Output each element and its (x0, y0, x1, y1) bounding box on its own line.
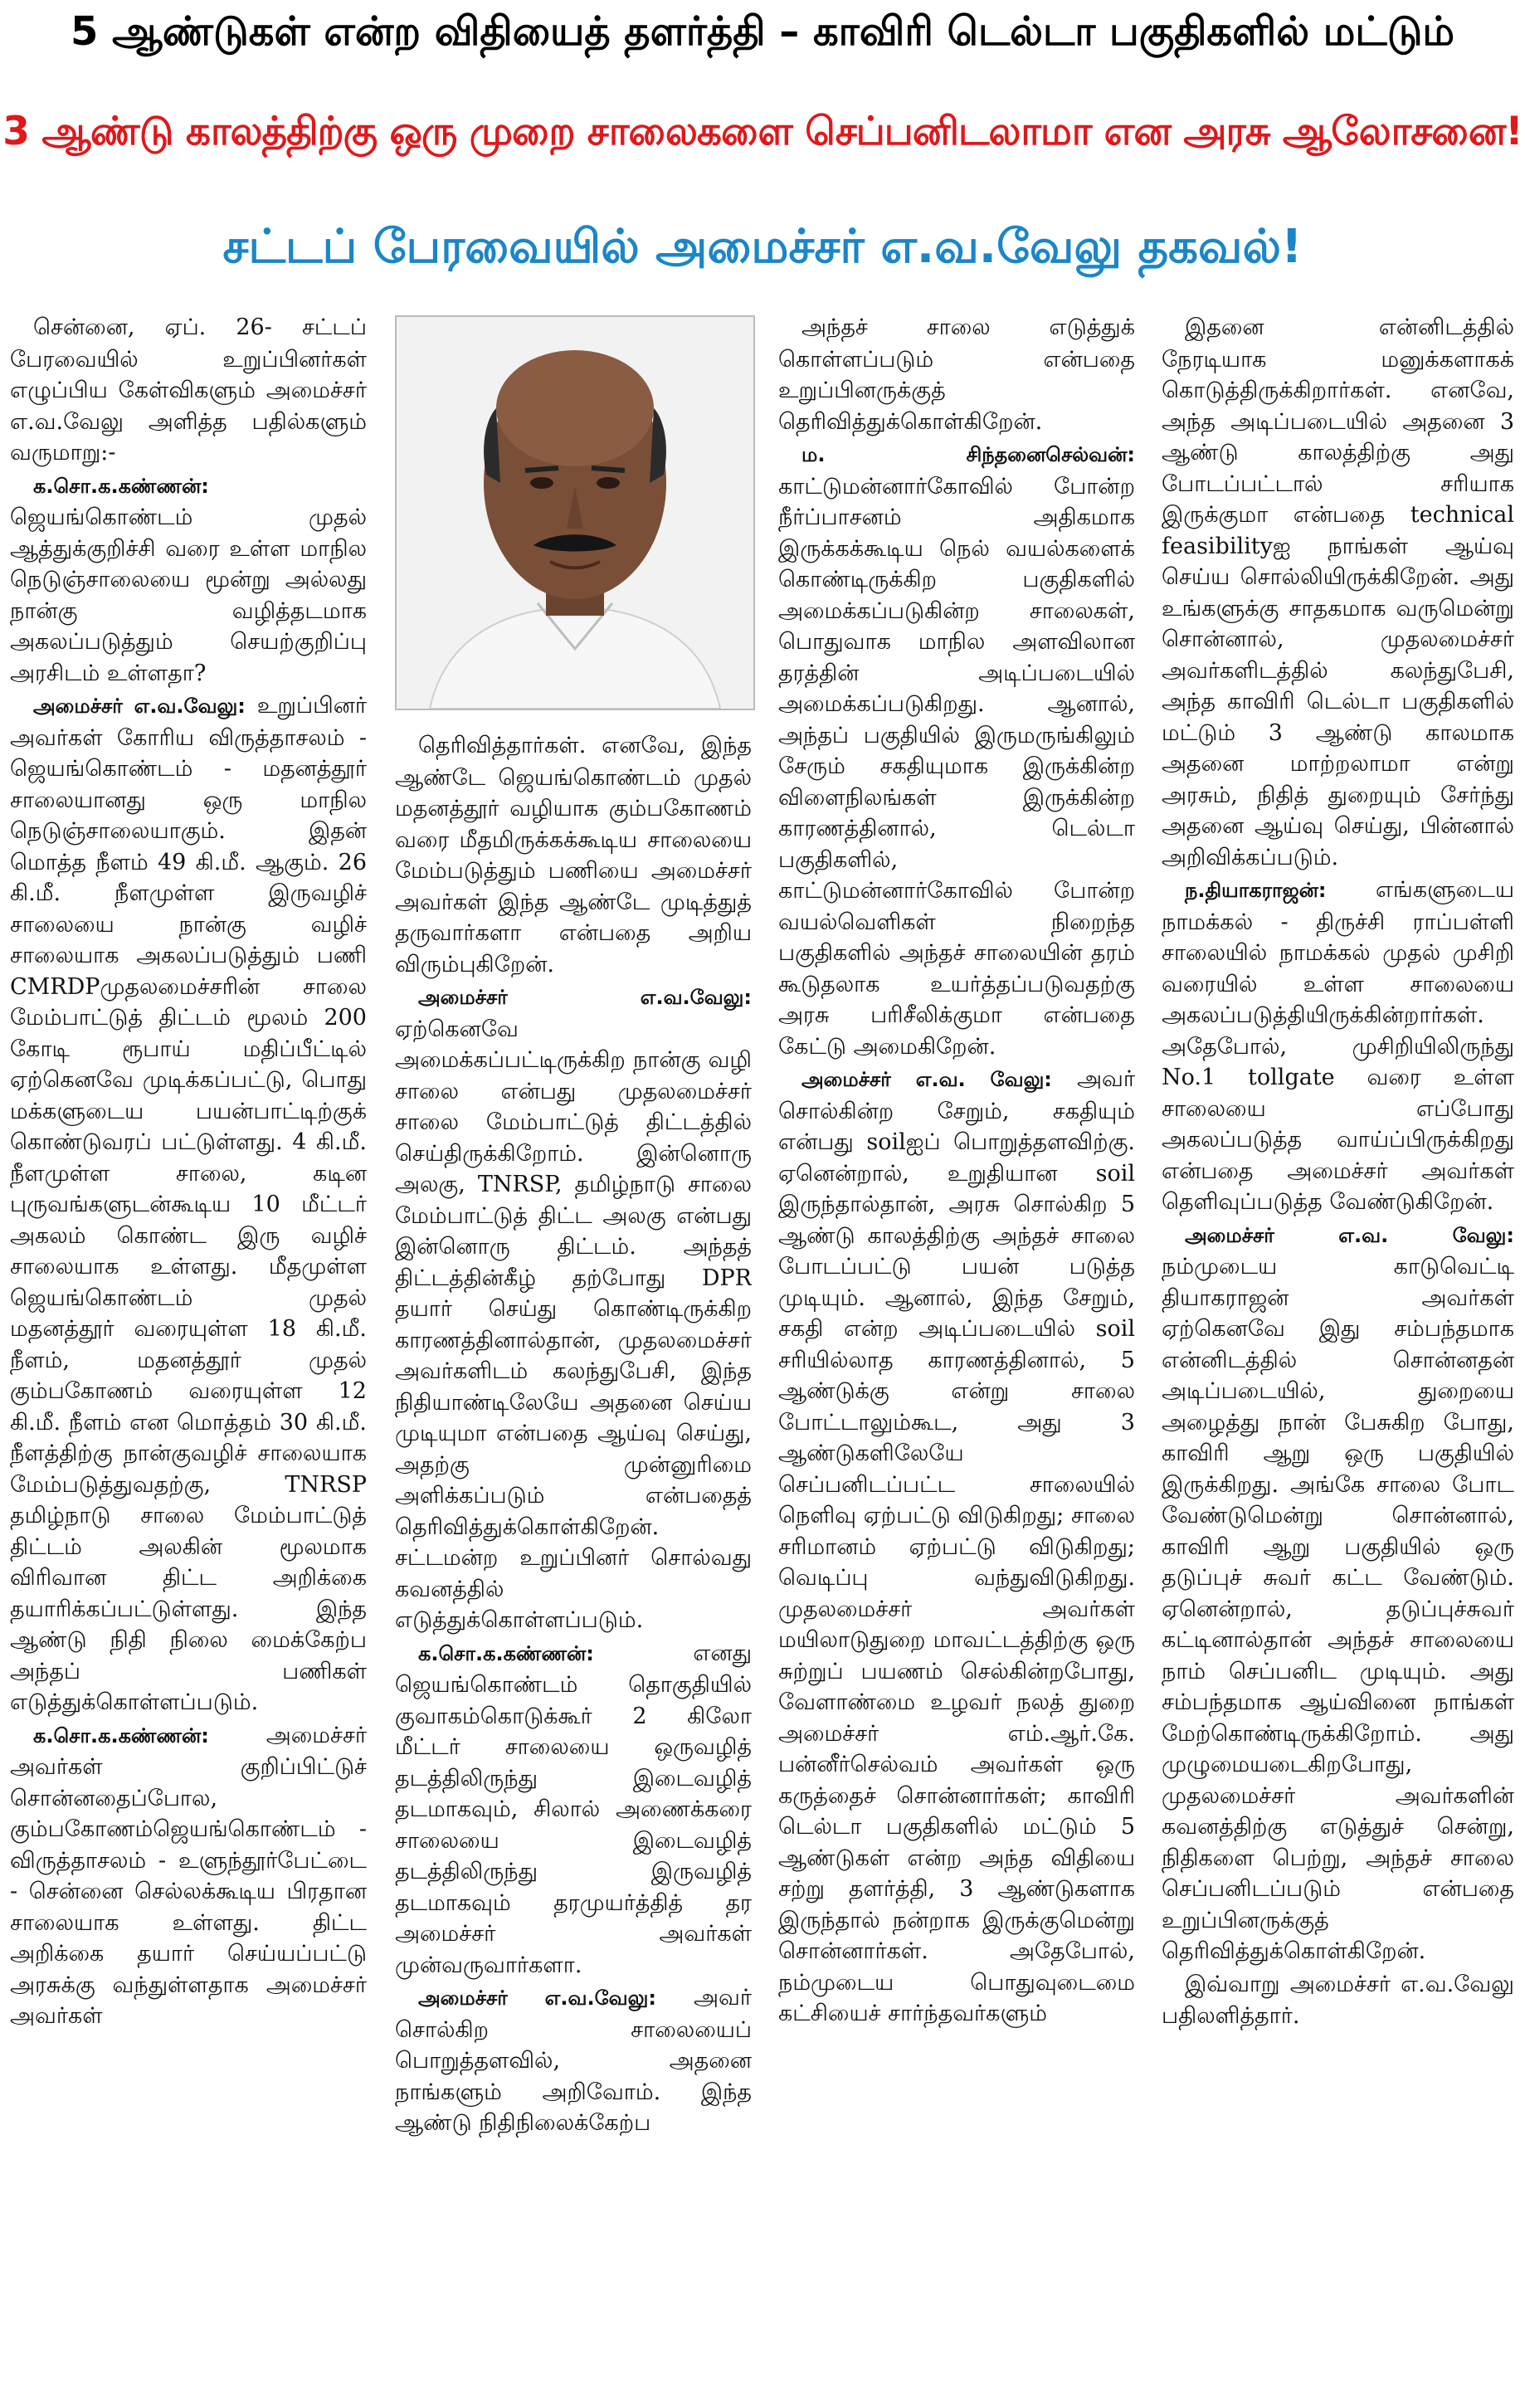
article-column-4 (1162, 312, 1514, 2395)
paragraph: அந்தச் சாலை எடுத்துக் கொள்ளப்படும் என்பதை உறுப்பினருக்குத் தெரிவித்துக்கொள்கிறேன். (778, 314, 1135, 435)
paragraph: இவ்வாறு அமைச்சர் எ.வ.வேலு பதிலளித்தார். (1162, 1971, 1514, 2029)
minister-photo (395, 315, 755, 710)
paragraph: இதனை என்னிடத்தில் நேரடியாக மனுக்களாகக் கொடுத்திருக்கிறார்கள். எனவே, அந்த அடிப்படையில் அதனை 3 ஆண்டு காலத்திற்கு அது போடப்பட்டால் சரியாக இருக்குமா என்பதை technical feasibilityஐ நாங்கள் ஆய்வு செய்ய சொல்லியிருக்கிறேன். அது உங்களுக்கு சாதகமாக வருமென்று சொன்னால், முதலமைச்சர் அவர்களிடத்தில் கலந்துபேசி, அந்த காவிரி டெல்டா பகுதிகளில் மட்டும் 3 ஆண்டு காலமாக அதனை மாற்றலாமா என்று அரசும், நிதித் துறையும் சேர்ந்து அதனை ஆய்வு செய்து, பின்னால் அறிவிக்கப்படும். (1162, 314, 1514, 870)
paragraph: க.சொ.க.கண்ணன்: அமைச்சர் அவர்கள் குறிப்பிட்டுச் சொன்னதைப்போல, கும்பகோணம்ஜெயங்கொண்டம் - விருத்தாசலம் - உளுந்தூர்பேட்டை - சென்னை செல்லக்கூடிய பிரதான சாலையாக உள்ளது. திட்ட அறிக்கை தயார் செய்யப்பட்டு அரசுக்கு வந்துள்ளதாக அமைச்சர் அவர்கள் (10, 1722, 367, 2029)
paragraph: அமைச்சர் எ.வ.வேலு: உறுப்பினர் அவர்கள் கோரிய விருத்தாசலம் - ஜெயங்கொண்டம் - மதனத்தூர் சாலையானது ஒரு மாநில நெடுஞ்சாலையாகும். இதன் மொத்த நீளம் 49 கி.மீ. ஆகும். 26 கி.மீ. நீளமுள்ள இருவழிச் சாலையை நான்கு வழிச் சாலையாக அகலப்படுத்தும் பணி CMRDPமுதலமைச்சரின் சாலை மேம்பாட்டுத் திட்டம் மூலம் 200 கோடி ரூபாய் மதிப்பீட்டில் ஏற்கெனவே முடிக்கப்பட்டு, பொது மக்களுடைய பயன்பாட்டிற்குக் கொண்டுவரப் பட்டுள்ளது. 4 கி.மீ. நீளமுள்ள சாலை, கடின புருவங்களுடன்கூடிய 10 மீட்டர் அகலம் கொண்ட இரு வழிச் சாலையாக உள்ளது. மீதமுள்ள ஜெயங்கொண்டம் முதல் மதனத்தூர் வரையுள்ள 18 கி.மீ. நீளம், மதனத்தூர் முதல் கும்பகோணம் வரையுள்ள 12 கி.மீ. நீளம் என மொத்தம் 30 கி.மீ. நீளத்திற்கு நான்குவழிச் சாலையாக மேம்படுத்துவதற்கு, TNRSP தமிழ்நாடு சாலை மேம்பாட்டுத் திட்டம் அலகின் மூலமாக விரிவான திட்ட அறிக்கை தயாரிக்கப்பட்டுள்ளது. இந்த ஆண்டு நிதி நிலை மைக்கேற்ப அந்தப் பணிகள் எடுத்துக்கொள்ளப்படும். (10, 693, 367, 1715)
paragraph: ந.தியாகராஜன்: எங்களுடைய நாமக்கல் - திருச்சி ராப்பள்ளி சாலையில் நாமக்கல் முதல் முசிறி வரையில் உள்ள சாலையை அகலப்படுத்தியிருக்கின்றார்கள். அதேபோல், முசிறியிலிருந்து No.1 tollgate வரை உள்ள சாலையை எப்போது அகலப்படுத்த வாய்ப்பிருக்கிறது என்பதை அமைச்சர் அவர்கள் தெளிவுப்படுத்த வேண்டுகிறேன். (1162, 877, 1514, 1215)
portrait-illustration (397, 317, 753, 709)
article-column-3 (778, 312, 1135, 2395)
paragraph: ம. சிந்தனைசெல்வன்: காட்டுமன்னார்கோவில் போன்ற நீர்ப்பாசனம் அதிகமாக இருக்கக்கூடிய நெல் வயல்களைக் கொண்டிருக்கிற பகுதிகளில் அமைக்கப்படுகின்ற சாலைகள், பொதுவாக மாநில அளவிலான தரத்தின் அடிப்படையில் அமைக்கப்படுகிறது. ஆனால், அந்தப் பகுதியில் இருமருங்கிலும் சேரும் சகதியுமாக இருக்கின்ற விளைநிலங்கள் இருக்கின்ற காரணத்தினால், டெல்டா பகுதிகளில், காட்டுமன்னார்கோவில் போன்ற வயல்வெளிகள் நிறைந்த பகுதிகளில் அந்தச் சாலையின் தரம் கூடுதலாக உயர்த்தப்படுவதற்கு அரசு பரிசீலிக்குமா என்பதை கேட்டு அமைகிறேன். (778, 443, 1135, 1060)
article-column-1 (10, 312, 367, 2395)
paragraph: அமைச்சர் எ.வ. வேலு: நம்முடைய காடுவெட்டி தியாகராஜன் அவர்கள் ஏற்கெனவே இது சம்பந்தமாக என்னிடத்தில் சொன்னதன் அடிப்படையில், துறையை அழைத்து நான் பேசுகிற போது, காவிரி ஆறு ஒரு பகுதியில் இருக்கிறது. அங்கே சாலை போட வேண்டுமென்று சொன்னால், காவிரி ஆறு பகுதியில் ஒரு தடுப்புச் சுவர் கட்ட வேண்டும். ஏனென்றால், தடுப்புச்சுவர் கட்டினால்தான் அந்தச் சாலையை நாம் செப்பனிட முடியும். அது சம்பந்தமாக ஆய்வினை நாங்கள் மேற்கொண்டிருக்கிறோம். அது முழுமையடைகிறபோது, முதலமைச்சர் அவர்களின் கவனத்திற்கு எடுத்துச் சென்று, நிதிகளை பெற்று, அந்தச் சாலை செப்பனிடப்படும் என்பதை உறுப்பினருக்குத் தெரிவித்துக்கொள்கிறேன். (1162, 1223, 1514, 1964)
paragraph: அமைச்சர் எ.வ. வேலு: அவர் சொல்கின்ற சேறும், சகதியும் என்பது soilஐப் பொறுத்தளவிற்கு. ஏனென்றால், உறுதியான soil இருந்தால்தான், அரசு சொல்கிற 5 ஆண்டு காலத்திற்கு அந்தச் சாலை போடப்பட்டு பயன் படுத்த முடியும். ஆனால், இந்த சேறும், சகதி என்ற அடிப்படையில் soil சரியில்லாத காரணத்தினால், 5 ஆண்டுக்கு என்று சாலை போட்டாலும்கூட, அது 3 ஆண்டுகளிலேயே செப்பனிடப்பட்ட சாலையில் நெளிவு ஏற்பட்டு விடுகிறது; சாலை சரிமானம் ஏற்பட்டு விடுகிறது; வெடிப்பு வந்துவிடுகிறது. முதலமைச்சர் அவர்கள் மயிலாடுதுறை மாவட்டத்திற்கு ஒரு சுற்றுப் பயணம் செல்கின்றபோது, வேளாண்மை உழவர் நலத் துறை அமைச்சர் எம்.ஆர்.கே. பன்னீர்செல்வம் அவர்கள் ஒரு கருத்தைச் சொன்னார்கள்; காவிரி டெல்டா பகுதிகளில் மட்டும் 5 ஆண்டுகள் என்ற அந்த விதியை சற்று தளர்த்தி, 3 ஆண்டுகளாக இருந்தால் நன்றாக இருக்குமென்று சொன்னார்கள். அதேபோல், நம்முடைய பொதுவுடைமை கட்சியைச் சார்ந்தவர்களும் (778, 1066, 1135, 2026)
sub-headline: சட்டப் பேரவையில் அமைச்சர் எ.வ.வேலு தகவல்! (222, 220, 1303, 274)
kicker-headline: 5 ஆண்டுகள் என்ற விதியைத் தளர்த்தி – காவிரி டெல்டா பகுதிகளில் மட்டும் (70, 8, 1455, 55)
main-headline: 3 ஆண்டு காலத்திற்கு ஒரு முறை சாலைகளை செப்பனிடலாமா என அரசு ஆலோசனை! (2, 108, 1523, 154)
paragraph: தெரிவித்தார்கள். எனவே, இந்த ஆண்டே ஜெயங்கொண்டம் முதல் மதனத்தூர் வழியாக கும்பகோணம் வரை மீதமிருக்கக்கூடிய சாலையை மேம்படுத்தும் பணியை அமைச்சர் அவர்கள் இந்த ஆண்டே முடித்துத் தருவார்களா என்பதை அறிய விரும்புகிறேன். (395, 733, 752, 977)
paragraph: க.சொ.க.கண்ணன்: எனது ஜெயங்கொண்டம் தொகுதியில் குவாகம்கொடுக்கூர் 2 கிலோ மீட்டர் சாலையை ஒருவழித் தடத்திலிருந்து இடைவழித் தடமாகவும், சிலால் அணைக்கரை சாலையை இடைவழித் தடத்திலிருந்து இருவழித் தடமாகவும் தரமுயர்த்தித் தர அமைச்சர் அவர்கள் முன்வருவார்களா. (395, 1640, 752, 1978)
paragraph: சென்னை, ஏப். 26- சட்டப் பேரவையில் உறுப்பினர்கள் எழுப்பிய கேள்விகளும் அமைச்சர் எ.வ.வேலு அளித்த பதில்களும் வருமாறு:- (10, 314, 367, 466)
paragraph: க.சொ.க.கண்ணன்: ஜெயங்கொண்டம் முதல் ஆத்துக்குறிச்சி வரை உள்ள மாநில நெடுஞ்சாலையை மூன்று அல்லது நான்கு வழித்தடமாக அகலப்படுத்தும் செயற்குறிப்பு அரசிடம் உள்ளதா? (10, 474, 367, 686)
paragraph: அமைச்சர் எ.வ.வேலு: அவர் சொல்கிற சாலையைப் பொறுத்தளவில், அதனை நாங்களும் அறிவோம். இந்த ஆண்டு நிதிநிலைக்கேற்ப (395, 1985, 752, 2136)
article-column-2 (395, 730, 752, 2395)
paragraph: அமைச்சர் எ.வ.வேலு: ஏற்கெனவே அமைக்கப்பட்டிருக்கிற நான்கு வழி சாலை என்பது முதலமைச்சர் சாலை மேம்பாட்டுத் திட்டத்தில் செய்திருக்கிறோம். இன்னொரு அலகு, TNRSP, தமிழ்நாடு சாலை மேம்பாட்டுத் திட்ட அலகு என்பது இன்னொரு திட்டம். அந்தத் திட்டத்தின்கீழ் தற்போது DPR தயார் செய்து கொண்டிருக்கிற காரணத்தினால்தான், முதலமைச்சர் அவர்களிடம் கலந்துபேசி, இந்த நிதியாண்டிலேயே அதனை செய்ய முடியுமா என்பதை ஆய்வு செய்து, அதற்கு முன்னுரிமை அளிக்கப்படும் என்பதைத் தெரிவித்துக்கொள்கிறேன். சட்டமன்ற உறுப்பினர் சொல்வது கவனத்தில் எடுத்துக்கொள்ளப்படும். (395, 986, 752, 1633)
